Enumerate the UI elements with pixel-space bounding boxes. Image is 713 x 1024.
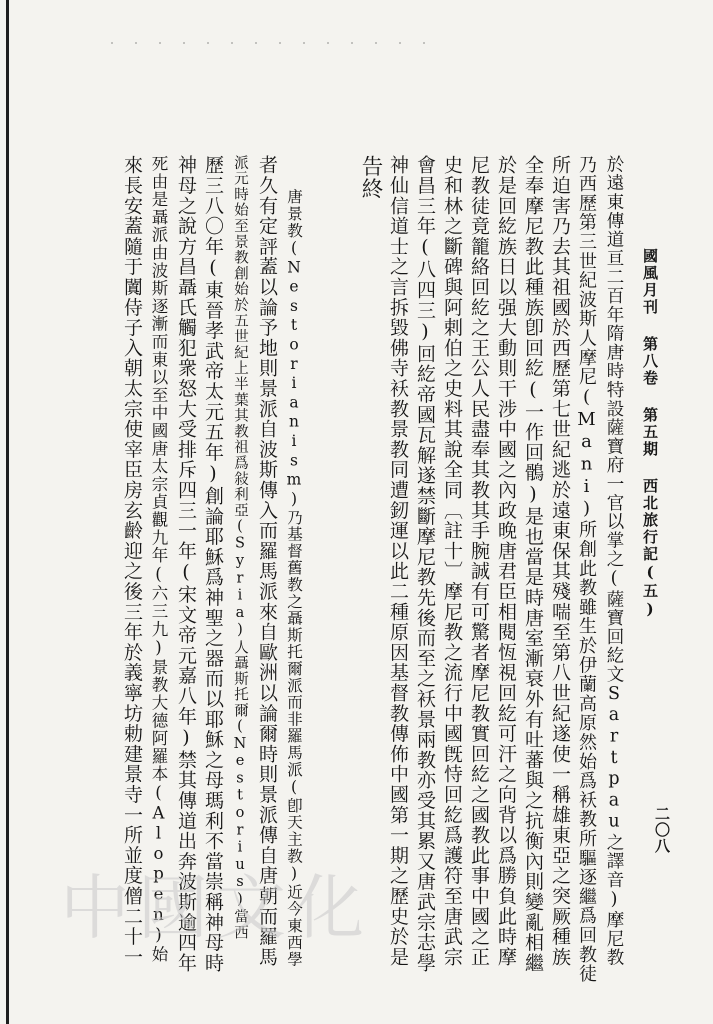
page-number: 二〇八: [653, 806, 671, 854]
text-column-14: 派元時始至景教創始於五世紀上半葉其教祖爲敍利亞(Syria)人聶斯托爾(Nestorius)當西: [232, 155, 248, 941]
text-column-9: 神仙信道士之言拆毀佛寺袄教景教同遭釰運以此二種原因基督教傳佈中國第一期之歷史於是: [387, 155, 409, 967]
text-column-15: 歷三八〇年(東晉孝武帝太元五年)創論耶穌爲神聖之器而以耶穌之母瑪利不當崇稱神母時: [202, 155, 224, 973]
scan-edge: [6, 0, 9, 1024]
text-column-7: 史和林之斷碑與阿剌伯之史料其說全同〔註十〕摩尼教之流行中國旣恃回紇爲護符至唐武宗: [441, 155, 463, 967]
watermark-text: 中國文化: [60, 867, 372, 949]
running-header: 國風月刊 第八卷 第五期 西北旅行記(五): [641, 248, 659, 620]
text-column-6: 尼教徒竟籠絡回紇之王公人民盡奉其教其手腕誠有可驚者摩尼教實回紇之國教此事中國之正: [468, 155, 490, 967]
text-column-8: 會昌三年(八四三)回紇帝國瓦解遂禁斷摩尼教先後而至之袄景兩教亦受其累又唐武宗志學: [414, 155, 436, 973]
text-column-10: 告終: [358, 155, 383, 201]
text-column-2: 乃西歷第三世紀波斯人摩尼(Mani)所創此教雖生於伊蘭高原然始爲袄教所驅逐繼爲回教徒: [576, 155, 597, 984]
text-column-16: 神母之說方昌聶氏觸犯衆怒大受排斥四三一年(宋文帝元嘉八年)禁其傳道出奔波斯逾四年: [175, 155, 197, 973]
text-column-18: 來長安蓋隨于闐侍子入朝太宗使宰臣房玄齡迎之後三年於義寧坊勅建景寺一所並度僧二十一: [121, 155, 143, 967]
text-column-17: 死由是聶派由波斯逐漸而東以至中國唐太宗貞觀九年(六三九)景教大德阿羅本(Alopen)始: [149, 155, 168, 964]
text-column-4: 全奉摩尼教此種族卽回紇(一作回鶻)是也當是時唐室漸衰外有吐蕃與之抗衡內則變亂相繼: [522, 155, 544, 973]
scan-specks: [100, 40, 430, 46]
text-column-3: 所迫害乃去其祖國於西歷第七世紀逃於遠東保其殘喘至第八世紀遂使一稱雄東亞之突厥種族: [549, 155, 571, 967]
text-column-1: 於遠東傳道亘二百年隋唐時特設薩寶府一官以掌之(薩寶回紇文Sartpau之譯音)摩尼教: [604, 155, 624, 968]
text-column-5: 於是回紇族日以强大動則干涉中國之內政晚唐君臣相閱恆視回紇可汗之向背以爲勝負此時摩: [495, 155, 517, 967]
text-column-13: 者久有定評蓋以論予地則景派自波斯傳入而羅馬派來自歐洲以論爾時則景派傳自唐朝而羅馬: [256, 155, 278, 967]
text-column-12: 唐景教(Nestorianism)乃基督舊教之聶斯托爾派而非羅馬派(卽天主教)近今東西學: [285, 155, 303, 968]
